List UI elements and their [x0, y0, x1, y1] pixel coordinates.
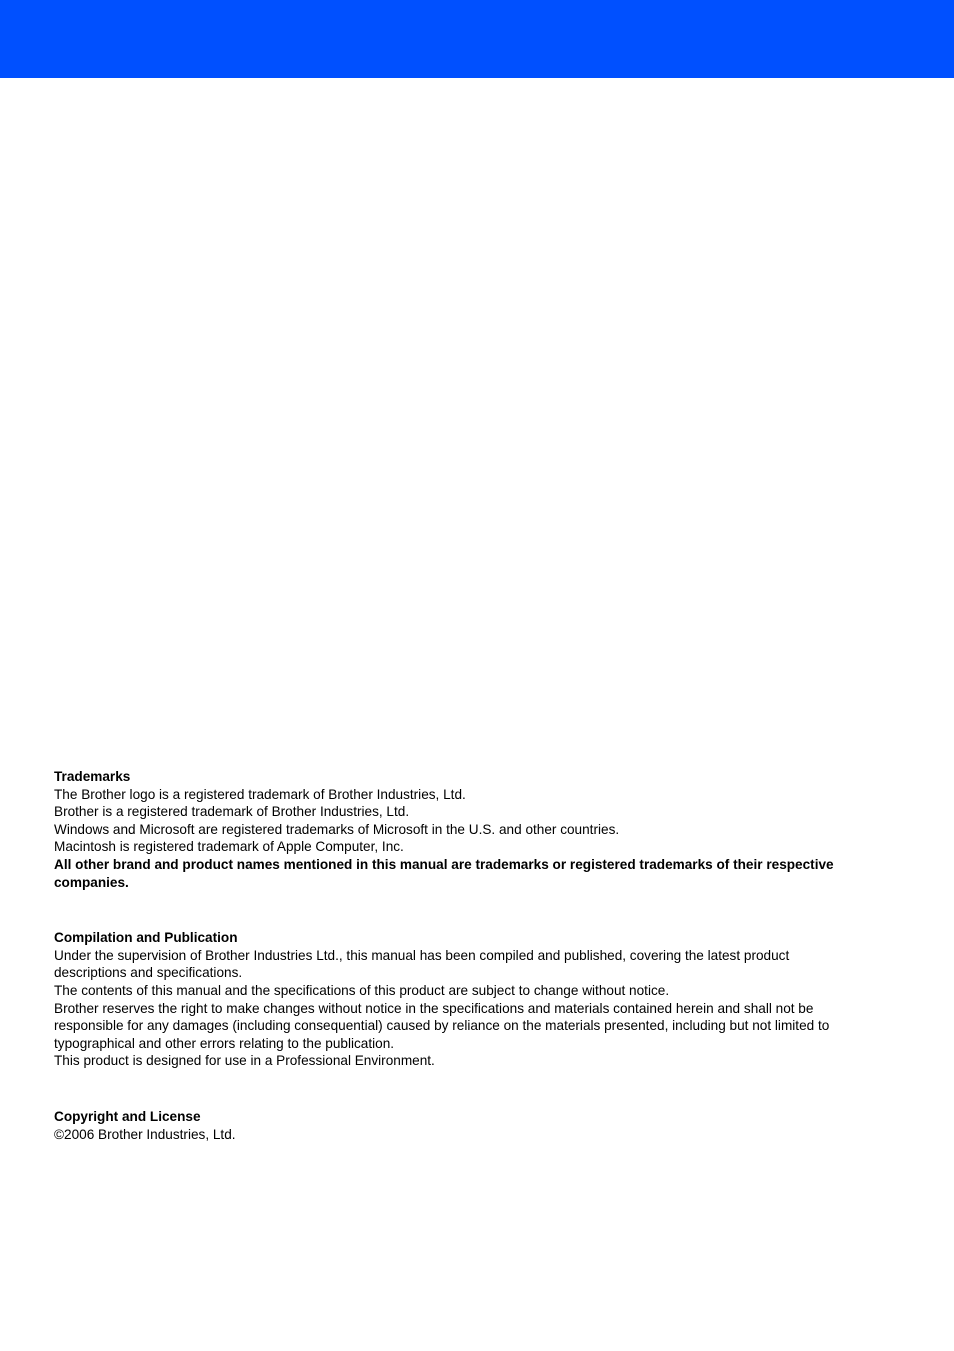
compilation-paragraph: The contents of this manual and the specifications of this product are subject to change without notice.: [54, 982, 670, 998]
trademark-line: Windows and Microsoft are registered trademarks of Microsoft in the U.S. and other countries.: [54, 821, 620, 837]
header-color-band: [0, 0, 954, 78]
copyright-line: ©2006 Brother Industries, Ltd.: [54, 1126, 236, 1142]
trademark-line: Brother is a registered trademark of Brother Industries, Ltd.: [54, 804, 410, 820]
legal-notices: [54, 768, 854, 1143]
compilation-section: [54, 929, 854, 1070]
compilation-heading: Compilation and Publication: [54, 930, 238, 946]
compilation-paragraph: This product is designed for use in a Professional Environment.: [54, 1053, 435, 1069]
compilation-paragraph: Brother reserves the right to make changes without notice in the specifications and materials contained herein and shall not be responsible for any damages (including consequential) caused by reliance on the materials presented, including but not limited to typographical and other errors relating to the publication.: [54, 1000, 830, 1051]
trademark-line: The Brother logo is a registered trademark of Brother Industries, Ltd.: [54, 786, 466, 802]
trademarks-heading: Trademarks: [54, 769, 131, 784]
compilation-paragraph: Under the supervision of Brother Industries Ltd., this manual has been compiled and published, covering the latest product descriptions and specifications.: [54, 947, 790, 981]
copyright-section: [54, 1108, 854, 1143]
trademarks-section: [54, 768, 854, 891]
trademark-line: Macintosh is registered trademark of Apple Computer, Inc.: [54, 839, 404, 855]
copyright-heading: Copyright and License: [54, 1108, 201, 1124]
trademarks-bold-note: All other brand and product names mentioned in this manual are trademarks or registered trademarks of their respective companies.: [54, 856, 834, 890]
